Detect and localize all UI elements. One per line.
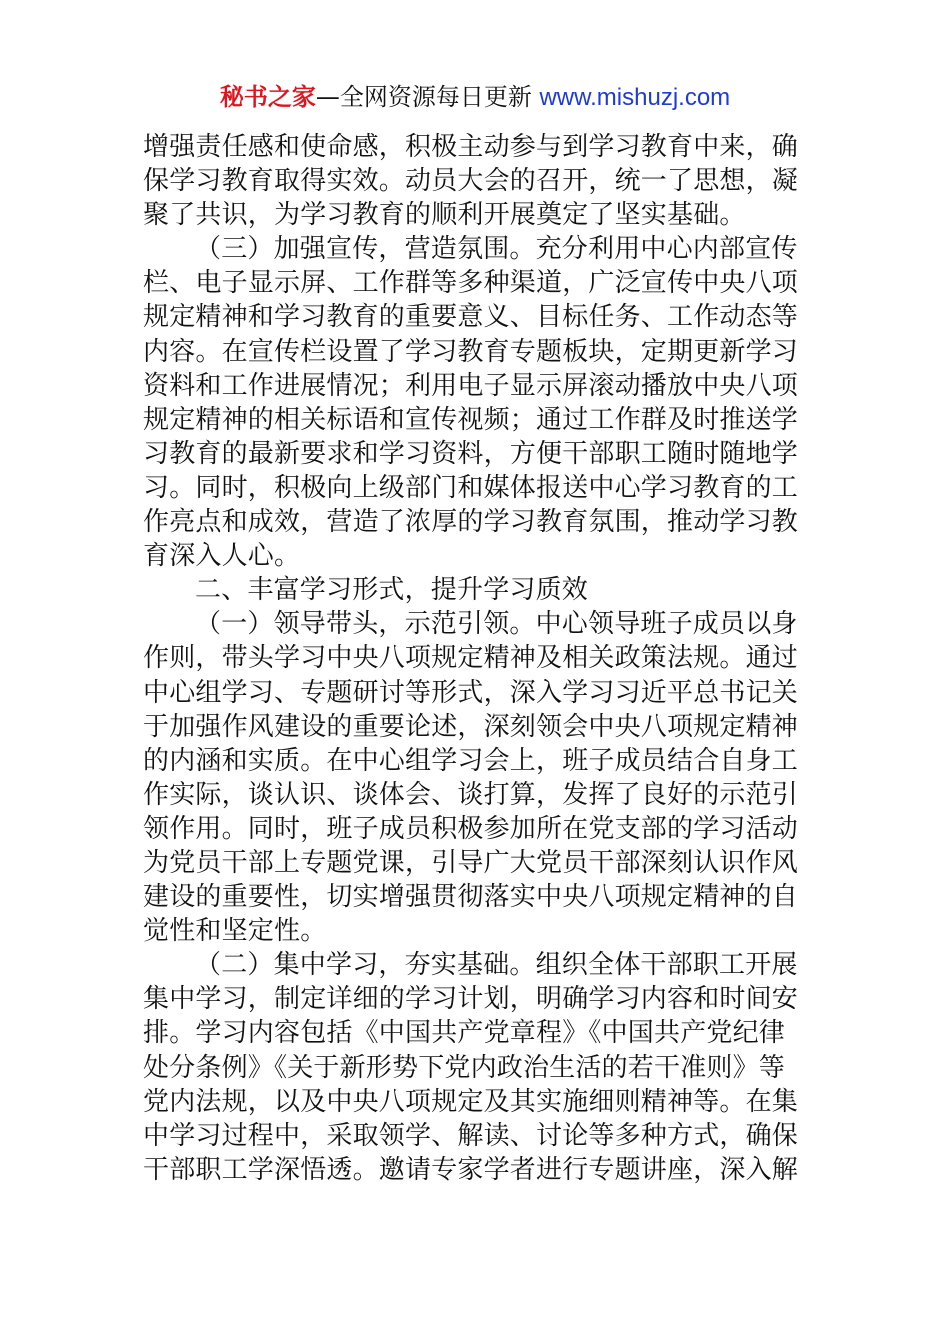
text-line: 建设的重要性，切实增强贯彻落实中央八项规定精神的自 <box>143 882 799 913</box>
text-line: 作则，带头学习中央八项规定精神及相关政策法规。通过 <box>143 643 799 674</box>
text-line: 增强责任感和使命感，积极主动参与到学习教育中来，确 <box>143 132 799 162</box>
text-line: 的内涵和实质。在中心组学习会上，班子成员结合自身工 <box>143 745 799 776</box>
text-line: 规定精神和学习教育的重要意义、目标任务、工作动态等 <box>143 302 799 333</box>
document-body <box>143 130 807 1187</box>
text-line: 资料和工作进展情况；利用电子显示屏滚动播放中央八项 <box>143 370 799 401</box>
text-line: 中学习过程中，采取领学、解读、讨论等多种方式，确保 <box>143 1120 799 1151</box>
text-line: 习教育的最新要求和学习资料，方便干部职工随时随地学 <box>143 438 799 469</box>
paragraph-start-line: （二）集中学习，夯实基础。组织全体干部职工开展 <box>195 950 798 981</box>
text-line: 内容。在宣传栏设置了学习教育专题板块，定期更新学习 <box>143 336 799 367</box>
text-line: 处分条例》《关于新形势下党内政治生活的若干准则》等 <box>143 1052 786 1083</box>
section-heading: 二、丰富学习形式，提升学习质效 <box>195 575 589 606</box>
text-line: 集中学习，制定详细的学习计划，明确学习内容和时间安 <box>143 984 799 1015</box>
paragraph-start-line: （三）加强宣传，营造氛围。充分利用中心内部宣传 <box>195 234 798 265</box>
text-line: 排。学习内容包括《中国共产党章程》《中国共产党纪律 <box>143 1018 786 1049</box>
site-header <box>0 80 950 115</box>
text-line: 于加强作风建设的重要论述，深刻领会中央八项规定精神 <box>143 711 799 742</box>
text-line: 规定精神的相关标语和宣传视频；通过工作群及时推送学 <box>143 404 799 435</box>
text-line: 领作用。同时，班子成员积极参加所在党支部的学习活动 <box>143 813 799 844</box>
paragraph-start-line: （一）领导带头，示范引领。中心领导班子成员以身 <box>195 609 798 640</box>
text-line: 中心组学习、专题研讨等形式，深入学习习近平总书记关 <box>143 677 799 708</box>
text-line: 党内法规，以及中央八项规定及其实施细则精神等。在集 <box>143 1086 799 1117</box>
text-line: 育深入人心。 <box>143 541 301 572</box>
text-line: 保学习教育取得实效。动员大会的召开，统一了思想，凝 <box>143 166 799 197</box>
text-line: 作实际，谈认识、谈体会、谈打算，发挥了良好的示范引 <box>143 779 799 810</box>
site-url-link[interactable]: www.mishuzj.com <box>539 84 731 111</box>
text-line: 觉性和坚定性。 <box>143 916 327 947</box>
text-line: 为党员干部上专题党课，引导广大党员干部深刻认识作风 <box>143 847 799 878</box>
text-line: 聚了共识，为学习教育的顺利开展奠定了坚实基础。 <box>143 200 746 231</box>
site-brand: 秘书之家 <box>219 83 316 111</box>
text-line: 作亮点和成效，营造了浓厚的学习教育氛围，推动学习教 <box>143 507 799 538</box>
text-line: 习。同时，积极向上级部门和媒体报送中心学习教育的工 <box>143 472 799 503</box>
site-tagline: —全网资源每日更新 <box>315 83 540 111</box>
text-line: 栏、电子显示屏、工作群等多种渠道，广泛宣传中央八项 <box>143 268 799 299</box>
text-line: 干部职工学深悟透。邀请专家学者进行专题讲座，深入解 <box>143 1154 799 1185</box>
